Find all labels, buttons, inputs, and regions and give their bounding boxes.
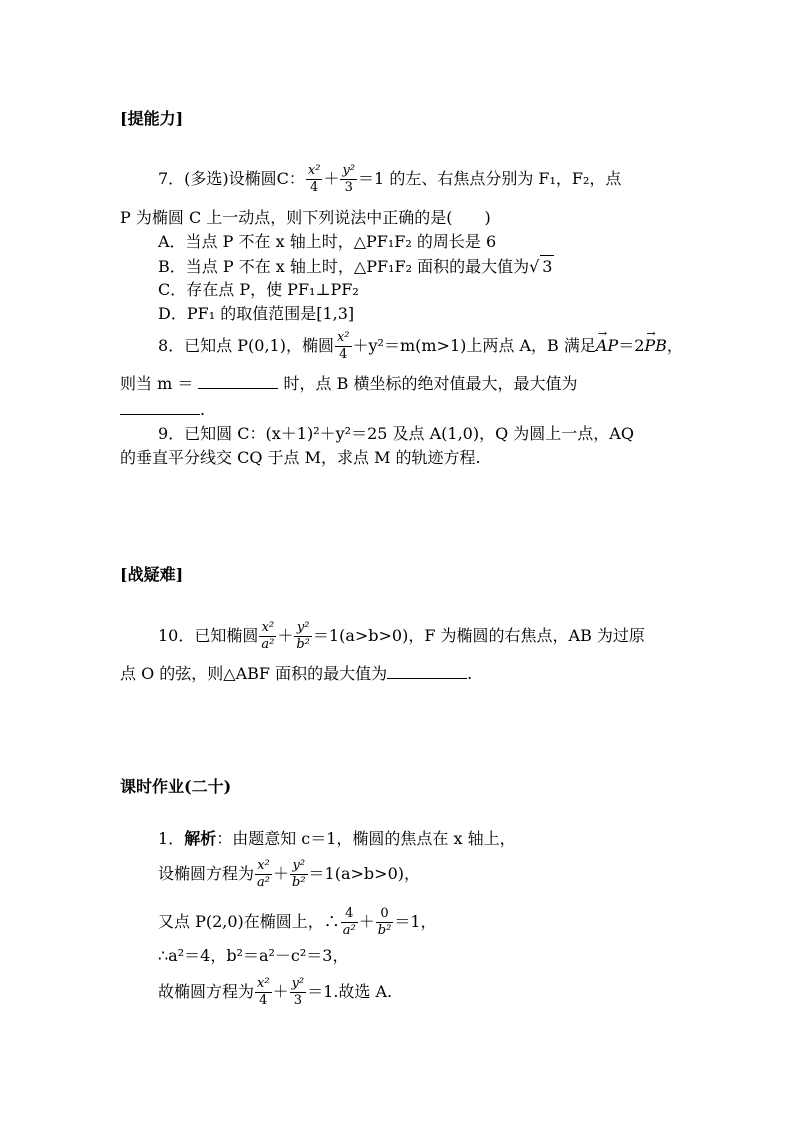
- q10-line2-post: .: [467, 664, 473, 683]
- q10-frac2: [294, 620, 312, 653]
- q10-frac2-den: b²: [296, 637, 310, 652]
- q8-line2: [120, 373, 577, 395]
- a1-l5-frac1: [255, 976, 272, 1009]
- q8-lead: 8．已知点 P(0,1)，椭圆: [158, 336, 334, 355]
- a1-l2-post: ＝1(a>b>0)，: [308, 864, 420, 883]
- q7-option-b: [158, 255, 554, 278]
- q9-line1: 9．已知圆 C：(x＋1)²＋y²＝25 及点 A(1,0)，Q 为圆上一点，AQ: [158, 424, 634, 443]
- a1-line5: [158, 976, 392, 1009]
- q8-line2-post: 时，点 B 横坐标的绝对值最大，最大值为: [283, 374, 578, 393]
- q9-line2: 的垂直平分线交 CQ 于点 M，求点 M 的轨迹方程.: [120, 448, 481, 467]
- q8-line2-pre: 则当 m ＝: [120, 374, 194, 393]
- q8-eq2: ＝2: [618, 336, 645, 355]
- sqrt-sign: √: [529, 257, 540, 276]
- q7-option-b-sqrt: 3: [542, 257, 553, 276]
- q7-frac1-num: x²: [307, 163, 321, 178]
- q7-frac1: [306, 163, 323, 196]
- a1-l5-f2n: y²: [291, 976, 305, 991]
- a1-l2-f1d: a²: [257, 875, 270, 890]
- a1-l3-pre: 又点 P(2,0)在椭圆上，∴: [158, 912, 340, 931]
- q10-blank[interactable]: [387, 664, 467, 679]
- q7-frac2-num: y²: [342, 163, 356, 178]
- a1-l2-f1n: x²: [255, 858, 272, 875]
- q7-lead: 7．(多选)设椭圆: [158, 169, 277, 188]
- q7-frac1-den: 4: [310, 180, 319, 195]
- a1-l2-plus: ＋: [272, 864, 289, 883]
- a1-l3-plus: ＋: [358, 912, 375, 931]
- q8-vector-pb: → PB: [644, 335, 667, 357]
- a1-l5-plus: ＋: [272, 982, 289, 1001]
- q7-option-c: C．存在点 P，使 PF₁⊥PF₂: [158, 280, 359, 299]
- q8-frac-num: x²: [336, 330, 350, 345]
- a1-l5-pre: 故椭圆方程为: [158, 982, 255, 1001]
- a1-l3-frac1: [341, 906, 358, 939]
- q10-frac1: [259, 620, 276, 653]
- q8-vector-ap: → AP: [596, 335, 618, 357]
- q8-frac-den: 4: [339, 347, 348, 362]
- a1-l5-f1n: x²: [257, 976, 270, 991]
- a1-l5-frac2: [290, 976, 307, 1009]
- q8-line3-post: .: [200, 400, 206, 419]
- homework-title: 课时作业(二十): [120, 777, 232, 796]
- q10-after-frac: ＝1(a>b>0)，F 为椭圆的右焦点，AB 为过原: [312, 626, 645, 645]
- q10-plus: ＋: [277, 626, 294, 645]
- a1-l3-post: ＝1，: [394, 912, 437, 931]
- a1-l3-f2d: b²: [377, 923, 392, 938]
- section-header-zhan-yi-nan: [战疑难]: [120, 565, 184, 584]
- a1-l3-f1n: 4: [341, 906, 358, 923]
- a1-lead-bold: 解析: [184, 829, 217, 848]
- section-header-ti-neng-li: [提能力]: [120, 109, 184, 128]
- q8-comma: ，: [666, 336, 683, 355]
- a1-l2-frac1: [255, 858, 272, 891]
- q7-c-label: C：: [276, 169, 305, 188]
- q7-option-d: D．PF₁ 的取值范围是[1,3]: [158, 304, 355, 323]
- q7-option-a: A．当点 P 不在 x 轴上时，△PF₁F₂ 的周长是 6: [158, 232, 497, 251]
- a1-l3-f2n: 0: [376, 906, 394, 923]
- a1-l2-pre: 设椭圆方程为: [158, 864, 255, 883]
- q10-frac1-den: a²: [261, 637, 275, 652]
- q7-frac2: [340, 163, 357, 196]
- a1-lead-rest: ：由题意知 c＝1，椭圆的焦点在 x 轴上，: [216, 829, 516, 848]
- q7-option-b-text: B．当点 P 不在 x 轴上时，△PF₁F₂ 面积的最大值为: [158, 257, 530, 276]
- a1-l2-frac2: [290, 858, 308, 891]
- q7-frac2-den: 3: [344, 180, 353, 195]
- q10-lead: 10．已知椭圆: [158, 626, 259, 645]
- q7-line2: P 为椭圆 C 上一动点，则下列说法中正确的是( ): [120, 208, 491, 227]
- a1-lead-num: 1．: [158, 829, 185, 848]
- q8-blank-max[interactable]: [120, 400, 200, 415]
- q8-blank-m[interactable]: [198, 374, 278, 389]
- a1-l2-f2d: b²: [292, 875, 306, 890]
- a1-line3: [158, 906, 437, 939]
- a1-line2: [158, 858, 420, 891]
- q8-line1: [158, 330, 683, 363]
- a1-line1: [158, 828, 516, 850]
- a1-l5-post: ＝1.故选 A.: [307, 982, 393, 1001]
- a1-l3-f1d: a²: [342, 923, 356, 938]
- a1-l2-f2n: y²: [290, 858, 308, 875]
- q10-line2: [120, 663, 472, 685]
- q8-after-frac: ＋y²＝m(m>1)上两点 A，B 满足: [352, 336, 596, 355]
- q10-frac2-num: y²: [294, 620, 312, 637]
- a1-l5-f2d: 3: [293, 993, 302, 1008]
- q8-line3: [120, 399, 205, 421]
- q10-frac1-num: x²: [259, 620, 276, 637]
- q7-line1: [158, 163, 621, 196]
- a1-l5-f1d: 4: [259, 993, 268, 1008]
- q7-after-frac: ＝1 的左、右焦点分别为 F₁，F₂，点: [358, 169, 622, 188]
- a1-line4: ∴a²＝4，b²＝a²－c²＝3，: [158, 946, 349, 965]
- q7-plus: ＋: [323, 169, 340, 188]
- q8-frac: [335, 330, 352, 363]
- q10-line2-pre: 点 O 的弦，则△ABF 面积的最大值为: [120, 664, 388, 683]
- a1-l3-frac2: [376, 906, 394, 939]
- q10-line1: [158, 620, 645, 653]
